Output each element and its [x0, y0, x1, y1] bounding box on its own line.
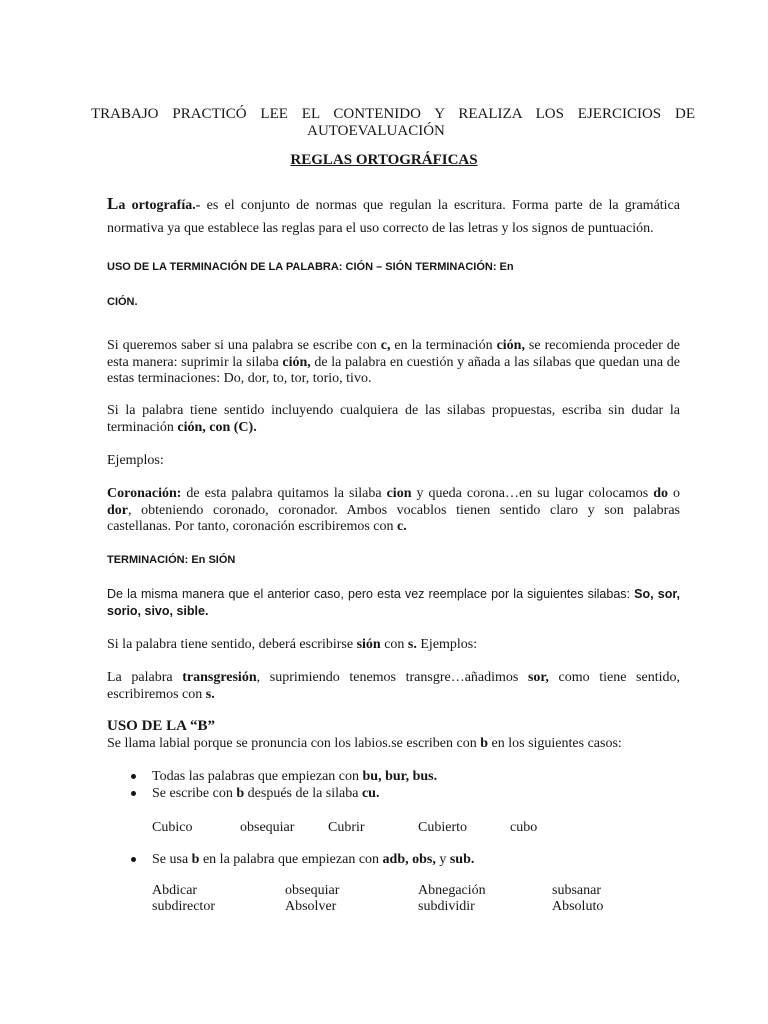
text-run: y queda corona…en su lugar colocamos — [411, 486, 654, 501]
bold-run: adb, obs, — [382, 852, 436, 867]
bold-run: ción, — [496, 338, 525, 353]
bold-run: ción, — [282, 354, 311, 370]
bold-run: cu. — [361, 786, 380, 801]
text-run: como tiene sentido, escribiremos con — [107, 670, 680, 702]
bullet-icon — [131, 774, 136, 779]
section-heading-sion: TERMINACIÓN: En SIÓN — [107, 554, 236, 566]
bold-run: c. — [397, 519, 407, 534]
list-item-text — [152, 851, 474, 868]
cion-example-paragraph — [107, 486, 680, 536]
document-title — [91, 106, 695, 140]
bold-run: ción, con (C). — [177, 419, 257, 435]
b-intro-paragraph — [107, 736, 680, 753]
text-run: con — [380, 637, 408, 652]
text-run: , suprimiendo tenemos transgre…añadimos — [256, 670, 528, 685]
example-word: Absolver — [285, 899, 337, 914]
list-item — [107, 768, 680, 785]
text-run: o — [668, 486, 681, 501]
bold-run: sión — [356, 637, 381, 652]
example-word: subdividir — [418, 899, 475, 914]
text-run: De la misma manera que el anterior caso, pero esta vez reemplace por la siguientes silabas: — [107, 587, 635, 601]
text-run: Si la palabra tiene sentido, deberá escribirse — [107, 637, 357, 652]
list-item — [107, 785, 680, 802]
text-run: se recomienda proceder de esta manera: suprimir la silaba — [107, 338, 681, 370]
section-heading-b: USO DE LA “B” — [107, 718, 215, 734]
bold-run: So, sor, sorio, sivo, sible. — [107, 587, 680, 618]
text-run: de la palabra en cuestión y añada a las silabas que quedan una de estas terminaciones: Do, dor, to, tor, torio, tivo. — [107, 354, 680, 386]
definition-initial: L — [107, 194, 119, 213]
bullet-icon — [131, 857, 136, 862]
definition-term: a ortografía.- — [118, 198, 201, 213]
sion-example-paragraph — [107, 670, 680, 703]
title-line-2: AUTOEVALUACIÓN — [307, 123, 445, 139]
example-word: Cubierto — [418, 820, 467, 835]
list-item-text — [152, 785, 379, 802]
bold-run: Coronación: — [107, 486, 182, 501]
bold-run: do — [653, 486, 669, 501]
example-word: Abdicar — [152, 883, 198, 898]
definition-paragraph — [107, 192, 680, 240]
bold-run: s. — [205, 686, 215, 702]
bold-run: c, — [380, 338, 391, 353]
sion-check-paragraph — [107, 637, 680, 654]
section-heading-cion-continued: CIÓN. — [107, 296, 138, 308]
bold-run: b — [480, 736, 489, 751]
example-word: obsequiar — [285, 883, 340, 898]
text-run: Todas las palabras que empiezan con — [152, 769, 363, 784]
text-run: Si la palabra tiene sentido incluyendo cualquiera de las silabas propuestas, escriba sin dudar la terminación — [107, 403, 680, 435]
example-word: Abnegación — [418, 883, 486, 898]
main-heading: REGLAS ORTOGRÁFICAS — [290, 152, 478, 168]
section-heading-cion: USO DE LA TERMINACIÓN DE LA PALABRA: CIÓN – SIÓN TERMINACIÓN: En — [107, 261, 514, 273]
prefix-examples-grid — [152, 883, 603, 915]
text-run: de esta palabra quitamos la silaba — [181, 486, 387, 501]
example-word: Absoluto — [552, 899, 604, 914]
example-word: obsequiar — [240, 820, 295, 835]
definition-text: es el conjunto de normas que regulan la escritura. Forma parte de la gramática normativa ya que establece las reglas para el uso correcto de las letras y los signos de puntuación. — [107, 198, 680, 236]
bold-run: bu, bur, bus. — [362, 769, 438, 784]
list-item — [107, 851, 680, 868]
text-run: en la palabra que empiezan con — [199, 852, 383, 867]
list-item-text — [152, 768, 437, 785]
bold-run: sor, — [527, 670, 549, 685]
bold-run: transgresión — [182, 670, 257, 685]
text-run: La palabra — [107, 670, 183, 685]
cion-check-paragraph — [107, 403, 680, 436]
text-run: Si queremos saber si una palabra se escribe con — [107, 338, 381, 353]
bold-run: b — [191, 852, 200, 867]
example-word: subdirector — [152, 899, 215, 914]
example-word: subsanar — [552, 883, 601, 898]
bold-run: cion — [386, 486, 412, 501]
cion-rule-paragraph — [107, 338, 680, 388]
text-run: en los siguientes casos: — [488, 736, 622, 751]
bullet-icon — [131, 791, 136, 796]
text-run: después de la silaba — [244, 786, 362, 801]
bold-run: b — [236, 786, 245, 801]
bold-run: s. — [407, 637, 417, 652]
bold-run: dor — [107, 502, 128, 518]
text-run: Se usa — [152, 852, 192, 867]
cu-examples-row — [152, 819, 537, 836]
sion-rule-paragraph — [107, 586, 680, 620]
text-run: y — [435, 852, 450, 867]
example-word: Cubrir — [328, 820, 365, 835]
text-run: Se escribe con — [152, 786, 237, 801]
text-run: Ejemplos: — [416, 637, 478, 652]
text-run: Se llama labial porque se pronuncia con los labios.se escriben con — [107, 736, 481, 751]
cion-examples-label: Ejemplos: — [107, 453, 164, 468]
example-word: Cubico — [152, 820, 193, 835]
text-run: , obteniendo coronado, coronador. Ambos vocablos tienen sentido claro y son palabras castellanas. Por tanto, coronación escribiremos con — [107, 502, 680, 534]
bold-run: sub. — [449, 852, 475, 867]
title-line-1: TRABAJO PRACTICÓ LEE EL CONTENIDO Y REALIZA LOS EJERCICIOS DE — [91, 106, 695, 122]
example-word: cubo — [510, 820, 538, 835]
text-run: en la terminación — [390, 338, 497, 353]
